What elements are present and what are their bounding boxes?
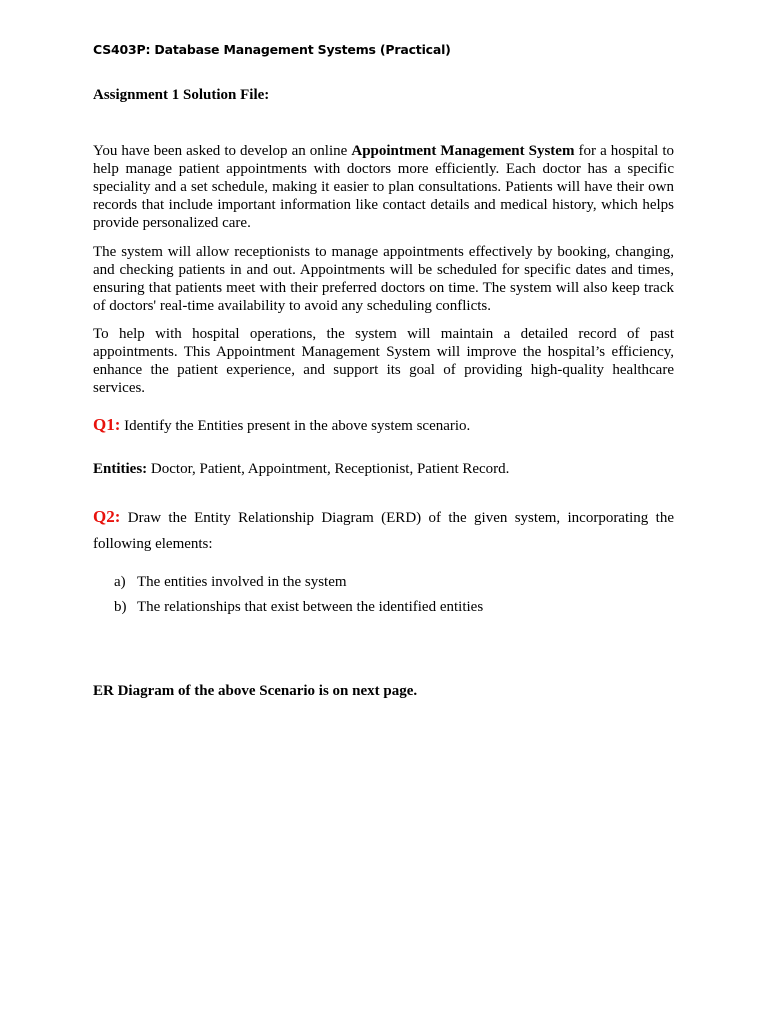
er-diagram-note: ER Diagram of the above Scenario is on next page. (93, 683, 418, 699)
question-1-text: Identify the Entities present in the above system scenario. (120, 418, 471, 434)
entities-answer (93, 461, 509, 478)
system-name: Appointment Management System (351, 143, 575, 159)
intro-paragraph-1 (93, 142, 674, 232)
question-1 (93, 415, 674, 435)
assignment-title: Assignment 1 Solution File: (93, 87, 270, 103)
list-item-text: The relationships that exist between the identified entities (137, 599, 484, 615)
list-marker: b) (114, 599, 127, 615)
list-item (114, 598, 483, 623)
question-2-elements-list (114, 573, 483, 623)
question-1-label: Q1: (93, 415, 121, 434)
intro-p1-start: You have been asked to develop an online (93, 143, 352, 159)
list-item (114, 573, 483, 598)
question-2-text: Draw the Entity Relationship Diagram (ERD) of the given system, incorporating the following elements: (93, 510, 674, 552)
question-2 (93, 504, 674, 557)
entities-label: Entities: (93, 461, 148, 477)
intro-paragraph-2: The system will allow receptionists to manage appointments effectively by booking, changing, and checking patients in and out. Appointments will be scheduled for specific dates and times, ensuring that patients meet with their preferred doctors on time. The system will also keep track of doctors' real-time availability to avoid any scheduling conflicts. (93, 244, 674, 314)
course-header: CS403P: Database Management Systems (Practical) (93, 42, 451, 57)
entities-list: Doctor, Patient, Appointment, Receptionist, Patient Record. (147, 461, 510, 477)
list-item-text: The entities involved in the system (137, 574, 347, 590)
intro-paragraph-3: To help with hospital operations, the system will maintain a detailed record of past appointments. This Appointment Management System will improve the hospital’s efficiency, enhance the patient experience, and support its goal of providing high-quality healthcare services. (93, 326, 674, 396)
intro-p1-rest: for a hospital to help manage patient appointments with doctors more efficiently. Each doctor has a specific speciality and a set schedule, making it easier to plan consultations. Patients will have their own records that include important information like contact details and medical history, which helps provide personalized care. (93, 143, 674, 231)
question-2-label: Q2: (93, 507, 121, 526)
list-marker: a) (114, 574, 126, 590)
